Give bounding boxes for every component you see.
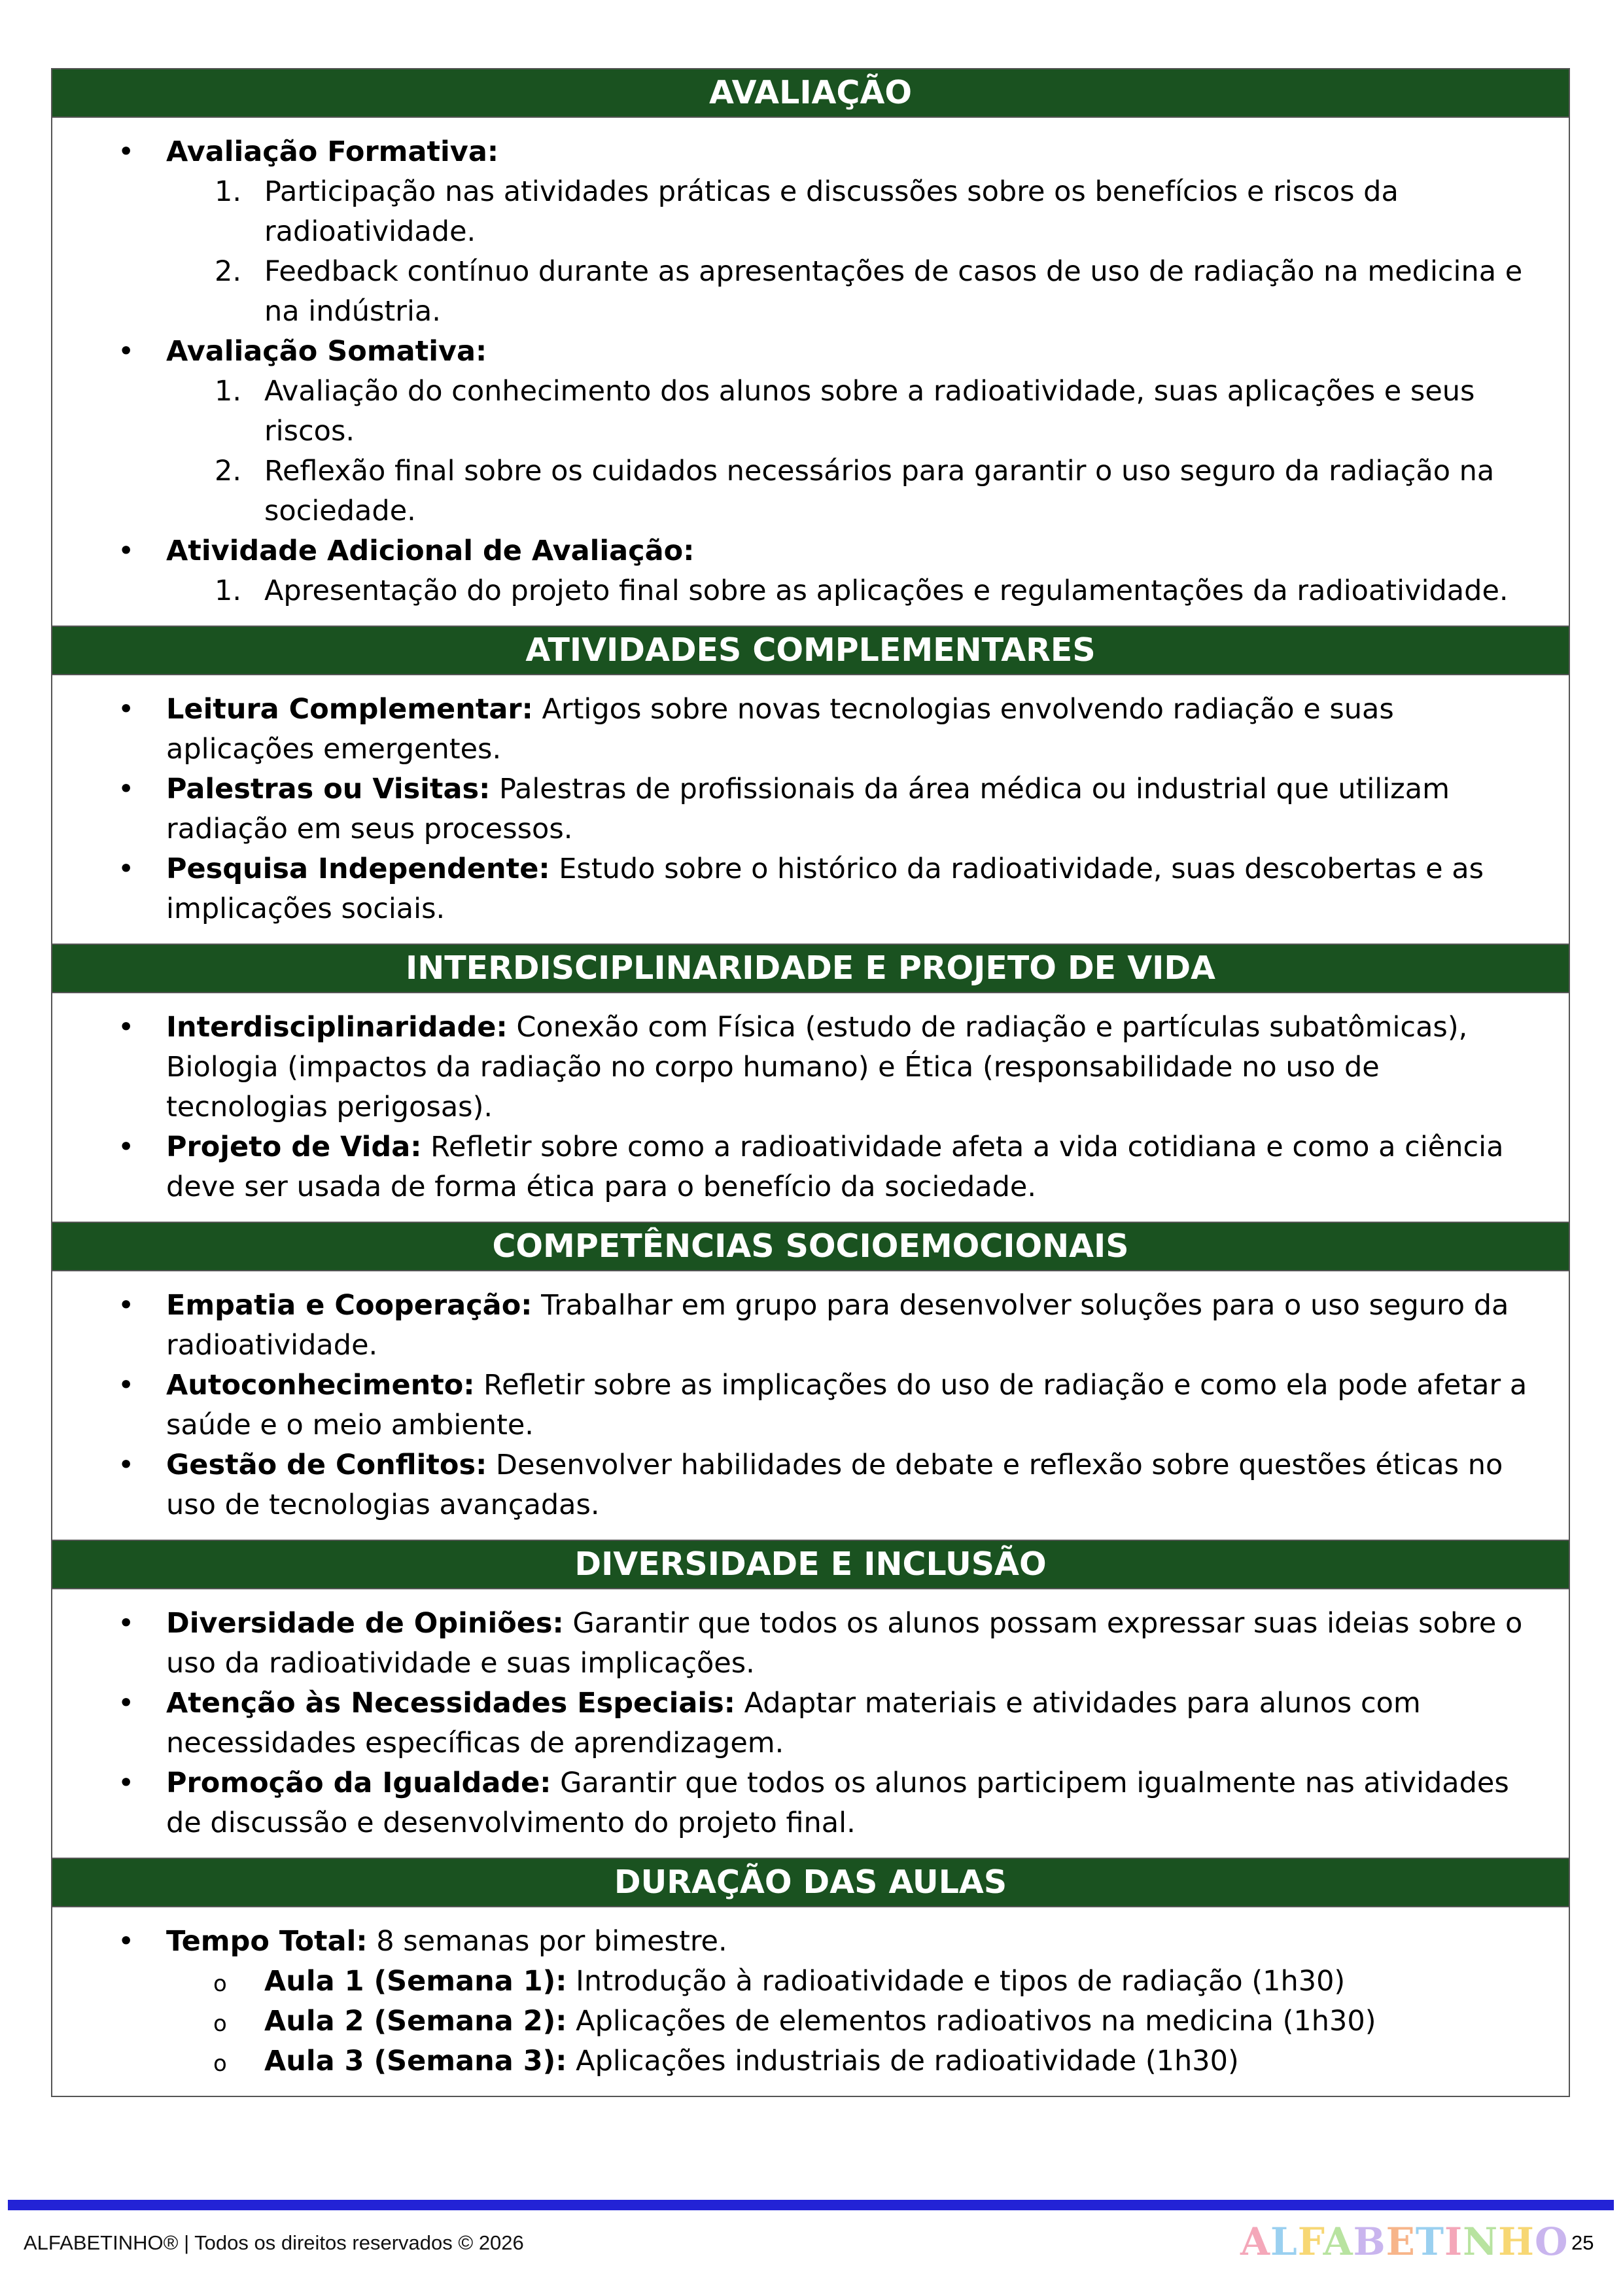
bullet-icon: •: [118, 1131, 135, 1163]
circle-bullet-icon: o: [213, 1971, 227, 1997]
logo-letter: N: [1463, 2219, 1499, 2264]
item-label: Autoconhecimento:: [166, 1369, 475, 1402]
item-label: Aula 1 (Semana 1):: [264, 1965, 567, 1998]
section-header-avaliacao: AVALIAÇÃO: [52, 69, 1569, 118]
section-header-duracao: DURAÇÃO DAS AULAS: [52, 1858, 1569, 1907]
list-item: [52, 1286, 1549, 1366]
item-text: Garantir que todos os alunos possam expressar suas ideias sobre o uso da radioatividade e suas implicações.: [166, 1607, 1523, 1680]
bullet-icon: •: [118, 1449, 135, 1481]
item-text: Aplicações de elementos radioativos na medicina (1h30): [567, 2005, 1376, 2038]
item-text: Aplicações industriais de radioatividade (1h30): [567, 2045, 1239, 2077]
list-item: [52, 1008, 1549, 1127]
item-text: 8 semanas por bimestre.: [367, 1925, 727, 1958]
list-item: [52, 690, 1549, 769]
item-text: Artigos sobre novas tecnologias envolvendo radiação e suas aplicações emergentes.: [166, 693, 1394, 766]
item-label: Aula 3 (Semana 3):: [264, 2045, 567, 2077]
list-item: [52, 769, 1549, 849]
item-label: Avaliação Somativa:: [166, 335, 487, 368]
page-number: 25: [1571, 2231, 1594, 2254]
bullet-icon: •: [118, 1925, 135, 1958]
item-text: Feedback contínuo durante as apresentações de casos de uso de radiação na medicina e na indústria.: [264, 255, 1523, 328]
item-label: Diversidade de Opiniões:: [166, 1607, 564, 1640]
list-item: [52, 1127, 1549, 1207]
section-header-complementares: ATIVIDADES COMPLEMENTARES: [52, 626, 1569, 675]
numbered-item: [52, 172, 1549, 252]
item-text: Refletir sobre como a radioatividade afeta a vida cotidiana e como a ciência deve ser usada de forma ética para o benefício da sociedade.: [166, 1131, 1504, 1203]
item-number: 2.: [215, 455, 242, 487]
bullet-icon: •: [118, 1607, 135, 1640]
list-item: [52, 849, 1549, 929]
section-header-diversidade: DIVERSIDADE E INCLUSÃO: [52, 1540, 1569, 1589]
item-label: Avaliação Formativa:: [166, 135, 499, 168]
circle-bullet-icon: o: [213, 2011, 227, 2037]
list-item: [52, 1763, 1549, 1843]
logo-letter: I: [1444, 2219, 1463, 2264]
logo-letter: O: [1534, 2219, 1569, 2264]
item-label: Atenção às Necessidades Especiais:: [166, 1687, 735, 1720]
item-label: Promoção da Igualdade:: [166, 1767, 551, 1799]
bullet-icon: •: [118, 535, 135, 567]
brand-logo: [1240, 2219, 1569, 2264]
section-header-interdisciplinaridade: INTERDISCIPLINARIDADE E PROJETO DE VIDA: [52, 944, 1569, 993]
sub-list-item: [52, 2041, 1549, 2081]
logo-letter: E: [1386, 2219, 1416, 2264]
item-text: Apresentação do projeto final sobre as aplicações e regulamentações da radioatividade.: [264, 574, 1509, 607]
footer-copyright: ALFABETINHO® | Todos os direitos reservados © 2026: [24, 2231, 524, 2254]
item-label: Leitura Complementar:: [166, 693, 533, 726]
sub-list-item: [52, 2002, 1549, 2041]
item-label: Projeto de Vida:: [166, 1131, 422, 1163]
bullet-icon: •: [118, 1767, 135, 1799]
section-header-socioemocionais: COMPETÊNCIAS SOCIOEMOCIONAIS: [52, 1222, 1569, 1271]
item-label: Gestão de Conflitos:: [166, 1449, 487, 1481]
list-item: [52, 531, 1549, 571]
item-label: Tempo Total:: [166, 1925, 368, 1958]
item-text: Desenvolver habilidades de debate e reflexão sobre questões éticas no uso de tecnologias avançadas.: [166, 1449, 1503, 1521]
section-body-socioemocionais: [52, 1271, 1569, 1540]
logo-letter: T: [1415, 2219, 1445, 2264]
list-item: [52, 1684, 1549, 1763]
item-text: Introdução à radioatividade e tipos de radiação (1h30): [567, 1965, 1346, 1998]
item-text: Trabalhar em grupo para desenvolver soluções para o uso seguro da radioatividade.: [166, 1289, 1509, 1362]
item-label: Empatia e Cooperação:: [166, 1289, 532, 1322]
section-body-diversidade: [52, 1589, 1569, 1858]
logo-letter: B: [1353, 2219, 1386, 2264]
item-number: 1.: [215, 175, 242, 208]
item-label: Aula 2 (Semana 2):: [264, 2005, 567, 2038]
numbered-item: [52, 571, 1549, 611]
item-number: 1.: [215, 375, 242, 408]
bullet-icon: •: [118, 773, 135, 805]
bullet-icon: •: [118, 1289, 135, 1322]
list-item: [52, 132, 1549, 172]
list-item: [52, 1445, 1549, 1525]
item-label: Palestras ou Visitas:: [166, 773, 491, 805]
section-body-complementares: [52, 675, 1569, 944]
bullet-icon: •: [118, 1011, 135, 1044]
numbered-item: [52, 451, 1549, 531]
item-number: 2.: [215, 255, 242, 288]
logo-letter: L: [1270, 2219, 1298, 2264]
bullet-icon: •: [118, 693, 135, 726]
item-text: Conexão com Física (estudo de radiação e partículas subatômicas), Biologia (impactos da radiação no corpo humano) e Ética (responsabilidade no uso de tecnologias perigosas).: [166, 1011, 1468, 1123]
bullet-icon: •: [118, 335, 135, 368]
logo-letter: H: [1498, 2219, 1535, 2264]
item-label: Pesquisa Independente:: [166, 853, 550, 885]
footer-divider: [8, 2200, 1614, 2210]
item-label: Interdisciplinaridade:: [166, 1011, 508, 1044]
item-number: 1.: [215, 574, 242, 607]
list-item: [52, 332, 1549, 372]
section-body-interdisciplinaridade: [52, 993, 1569, 1222]
logo-letter: A: [1240, 2219, 1271, 2264]
bullet-icon: •: [118, 1369, 135, 1402]
content-table: [51, 68, 1570, 2097]
list-item: [52, 1604, 1549, 1684]
item-text: Avaliação do conhecimento dos alunos sobre a radioatividade, suas aplicações e seus riscos.: [264, 375, 1475, 448]
logo-letter: A: [1323, 2219, 1353, 2264]
item-label: Atividade Adicional de Avaliação:: [166, 535, 695, 567]
item-text: Participação nas atividades práticas e discussões sobre os benefícios e riscos da radioatividade.: [264, 175, 1399, 248]
item-text: Reflexão final sobre os cuidados necessários para garantir o uso seguro da radiação na sociedade.: [264, 455, 1495, 527]
item-text: Garantir que todos os alunos participem igualmente nas atividades de discussão e desenvolvimento do projeto final.: [166, 1767, 1509, 1839]
list-item: [52, 1922, 1549, 1962]
circle-bullet-icon: o: [213, 2051, 227, 2077]
logo-letter: F: [1297, 2219, 1323, 2264]
section-body-avaliacao: [52, 118, 1569, 626]
numbered-item: [52, 252, 1549, 332]
sub-list-item: [52, 1962, 1549, 2002]
item-text: Palestras de profissionais da área médica ou industrial que utilizam radiação em seus processos.: [166, 773, 1450, 845]
item-text: Adaptar materiais e atividades para alunos com necessidades específicas de aprendizagem.: [166, 1687, 1421, 1759]
numbered-item: [52, 372, 1549, 451]
bullet-icon: •: [118, 135, 135, 168]
item-text: Refletir sobre as implicações do uso de radiação e como ela pode afetar a saúde e o meio ambiente.: [166, 1369, 1527, 1441]
section-body-duracao: [52, 1907, 1569, 2096]
item-text: Estudo sobre o histórico da radioatividade, suas descobertas e as implicações sociais.: [166, 853, 1484, 925]
bullet-icon: •: [118, 853, 135, 885]
bullet-icon: •: [118, 1687, 135, 1720]
list-item: [52, 1366, 1549, 1445]
